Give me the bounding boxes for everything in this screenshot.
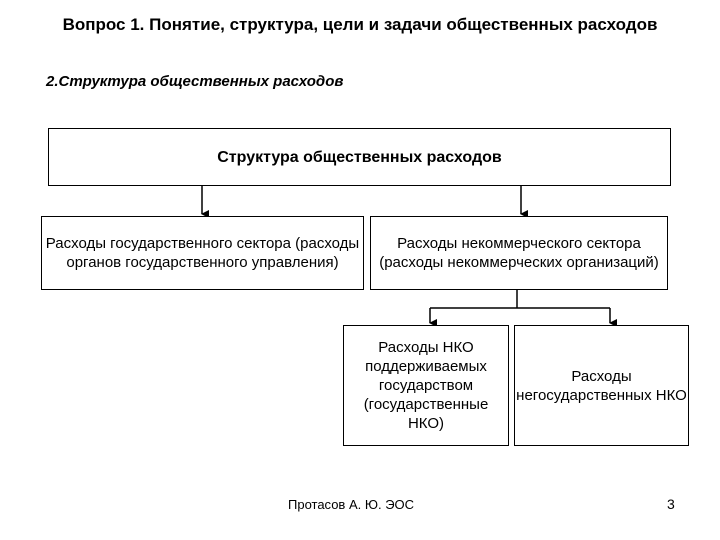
- box-nko-gov-supported-label: Расходы НКО поддерживаемых государством (государственные НКО): [363, 339, 489, 432]
- box-nko-sector: [370, 216, 668, 290]
- box-gov-sector: [41, 216, 364, 290]
- box-nko-nongov-label: Расходы негосударственных НКО: [516, 367, 687, 404]
- slide-subtitle: 2.Структура общественных расходов: [46, 73, 344, 90]
- box-root-label: Структура общественных расходов: [217, 148, 502, 166]
- box-gov-sector-label: Расходы государственного сектора (расходы органов государственного управления): [45, 235, 360, 271]
- page-number: 3: [667, 496, 675, 512]
- box-nko-sector-label: Расходы некоммерческого сектора (расходы некоммерческих организаций): [379, 235, 659, 271]
- box-nko-gov-supported: [343, 325, 509, 446]
- box-nko-nongov: [514, 325, 689, 446]
- slide-title: Вопрос 1. Понятие, структура, цели и задачи общественных расходов: [62, 15, 658, 34]
- footer-author: Протасов А. Ю. ЭОС: [288, 497, 415, 512]
- box-root: [48, 128, 671, 186]
